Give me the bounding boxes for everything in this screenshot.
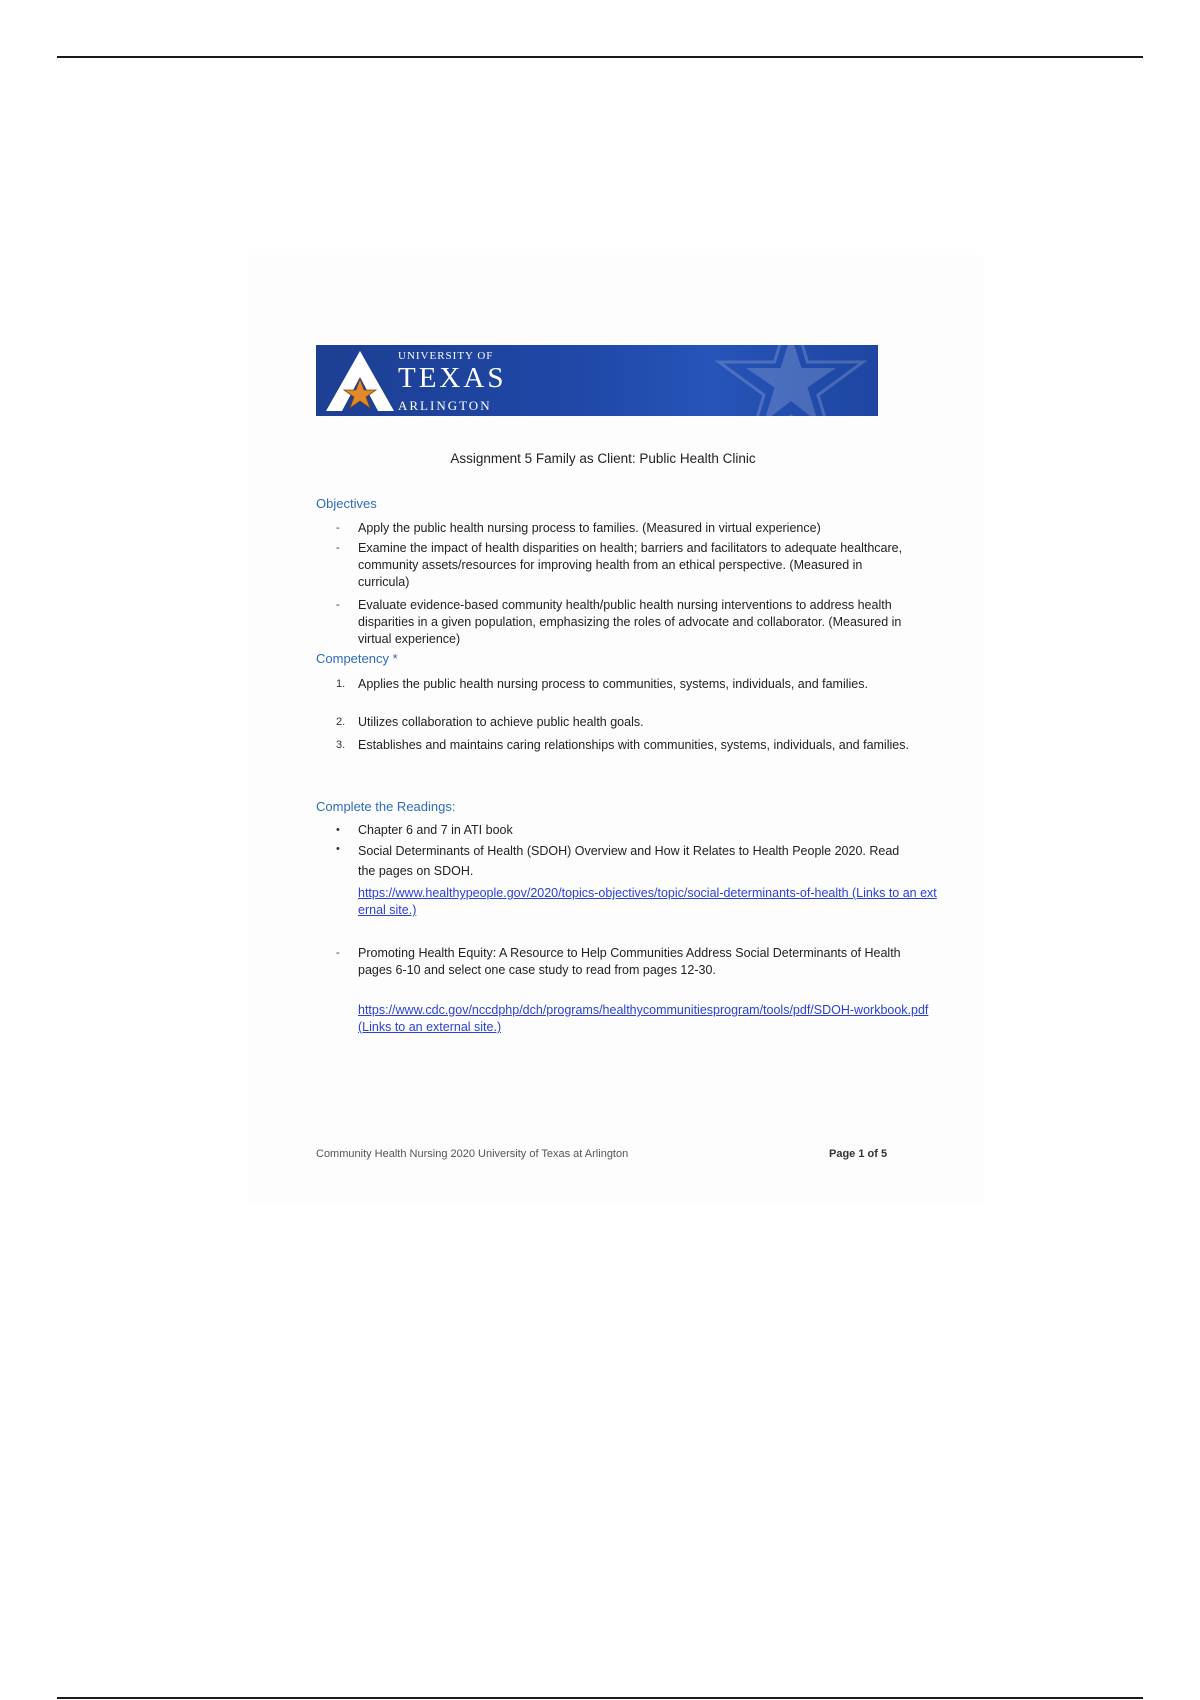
competency-heading: Competency * — [316, 651, 398, 666]
bullet-marker: • — [336, 824, 340, 836]
reading-text: Promoting Health Equity: A Resource to Help Communities Address Social Determinants of Health pages 6-10 and select one case study to read from pages 12-30. — [358, 946, 901, 977]
document-title: Assignment 5 Family as Client: Public Health Clinic — [450, 451, 756, 466]
reading-text: Chapter 6 and 7 in ATI book — [358, 823, 513, 837]
objectives-heading: Objectives — [316, 496, 377, 511]
dash-marker: - — [336, 599, 340, 611]
dash-marker: - — [336, 522, 340, 534]
competency-text: Applies the public health nursing process to communities, systems, individuals, and families. — [358, 677, 868, 691]
dash-marker: - — [336, 542, 340, 554]
banner-line-university-of: UNIVERSITY OF — [398, 350, 494, 362]
competency-text: Utilizes collaboration to achieve public health goals. — [358, 715, 644, 729]
page-footer-text: Community Health Nursing 2020 University of Texas at Arlington — [316, 1148, 629, 1160]
page-number: Page 1 of 5 — [829, 1148, 888, 1160]
number-marker: 2. — [336, 716, 346, 728]
healthypeople-link[interactable]: https://www.healthypeople.gov/2020/topics-objectives/topic/social-determinants-of-health (Links to an external site.) — [358, 886, 937, 917]
star-watermark-icon — [706, 345, 876, 416]
objective-text: Evaluate evidence-based community health/public health nursing interventions to address health disparities in a given population, emphasizing the roles of advocate and collaborator. (Measured in virtual experience) — [358, 598, 902, 646]
objective-text: Apply the public health nursing process to families. (Measured in virtual experience) — [358, 521, 821, 535]
bottom-divider — [57, 1697, 1143, 1699]
competency-text: Establishes and maintains caring relationships with communities, systems, individuals, and families. — [358, 738, 909, 752]
university-banner — [316, 345, 878, 416]
objective-text: Examine the impact of health disparities on health; barriers and facilitators to adequate healthcare, community assets/resources for improving health from an ethical perspective. (Measured in curricula) — [358, 541, 903, 589]
banner-line-arlington: ARLINGTON — [398, 398, 492, 413]
banner-line-texas: TEXAS — [398, 362, 507, 394]
number-marker: 3. — [336, 739, 346, 751]
number-marker: 1. — [336, 678, 346, 690]
bullet-marker: • — [336, 843, 340, 855]
top-divider — [57, 56, 1143, 58]
dash-marker: - — [336, 947, 340, 959]
uta-logo-icon — [324, 349, 396, 412]
readings-heading: Complete the Readings: — [316, 799, 456, 814]
reading-text: Social Determinants of Health (SDOH) Overview and How it Relates to Health People 2020. Read the pages on SDOH. — [358, 844, 900, 878]
cdc-workbook-link[interactable]: https://www.cdc.gov/nccdphp/dch/programs/healthycommunitiesprogram/tools/pdf/SDOH-workbook.pdf (Links to an external site.) — [358, 1003, 929, 1034]
